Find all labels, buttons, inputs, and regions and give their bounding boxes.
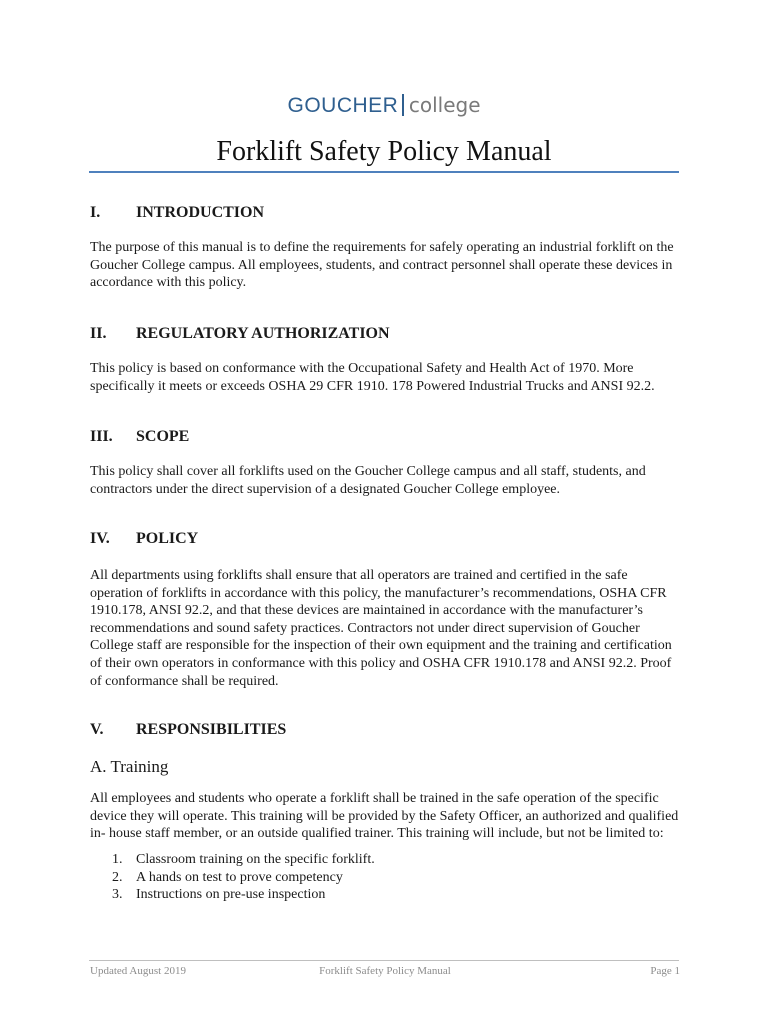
logo-subtext: college	[408, 93, 481, 117]
section-title: INTRODUCTION	[136, 204, 265, 221]
list-item	[112, 869, 672, 887]
footer-divider	[89, 960, 679, 961]
section-number: IV.	[90, 530, 110, 547]
regulatory-paragraph: This policy is based on conformance with the Occupational Safety and Health Act of 1970. More specifically it meets or exceeds OSHA 29 CFR 1910. 178 Powered Industrial Trucks and ANSI 92.2.	[90, 361, 655, 394]
list-item-text: A hands on test to prove competency	[136, 869, 343, 885]
policy-paragraph: All departments using forklifts shall ensure that all operators are trained and certified in the safe operation of forklifts in accordance with this policy, the manufacturer’s recommendations, OSHA CFR 1910.178, ANSI 92.2, and that these devices are maintained in accordance with the manufacturer’s recommendations and sound safety practices. Contractors not under direct supervision of Goucher College staff are responsible for the inspection of their own equipment and the training and certification of their own operators in conformance with this policy and OSHA CFR 1910.178 and ANSI 92.2. Proof of conformance shall be required.	[90, 568, 672, 689]
training-paragraph: All employees and students who operate a forklift shall be trained in the safe operation of the specific device they will operate. This training will be provided by the Safety Officer, an authorized and qualified in- house staff member, or an outside qualified trainer. This training will include, but not be limited to:	[90, 791, 679, 842]
logo-separator	[402, 94, 404, 116]
goucher-college-logo	[0, 90, 768, 121]
section-title: POLICY	[136, 530, 199, 547]
subheading-training: A. Training	[90, 757, 169, 776]
scope-paragraph: This policy shall cover all forklifts used on the Goucher College campus and all staff, students, and contractors under the direct supervision of a designated Goucher College employee.	[90, 464, 646, 497]
section-heading-responsibilities	[90, 719, 680, 741]
footer-updated-date: Updated August 2019	[90, 965, 186, 977]
section-heading-scope	[90, 426, 680, 448]
logo-wordmark: GOUCHER	[287, 94, 399, 117]
section-number: III.	[90, 428, 113, 445]
list-item-text: Classroom training on the specific forklift.	[136, 852, 375, 867]
introduction-paragraph: The purpose of this manual is to define the requirements for safely operating an industrial forklift on the Goucher College campus. All employees, students, and contract personnel shall operate these devices in accordance with this policy.	[90, 240, 674, 291]
section-number: I.	[90, 204, 101, 221]
list-item	[112, 851, 672, 869]
list-item-number: 1.	[112, 852, 123, 867]
section-title: SCOPE	[136, 428, 190, 445]
list-item-text: Instructions on pre-use inspection	[136, 887, 326, 903]
list-item	[112, 886, 672, 904]
section-heading-policy	[90, 528, 680, 550]
title-divider	[89, 171, 679, 173]
section-number: II.	[90, 325, 107, 342]
section-title: RESPONSIBILITIES	[136, 721, 287, 738]
document-title: Forklift Safety Policy Manual	[216, 136, 552, 167]
section-heading-introduction	[90, 202, 680, 224]
list-item-number: 2.	[112, 869, 123, 885]
section-number: V.	[90, 721, 104, 738]
training-list	[112, 851, 672, 904]
footer-page-number: Page 1	[650, 965, 680, 977]
list-item-number: 3.	[112, 887, 123, 903]
footer-document-title: Forklift Safety Policy Manual	[319, 965, 451, 977]
section-heading-regulatory-authorization	[90, 323, 680, 345]
section-title: REGULATORY AUTHORIZATION	[136, 325, 390, 342]
